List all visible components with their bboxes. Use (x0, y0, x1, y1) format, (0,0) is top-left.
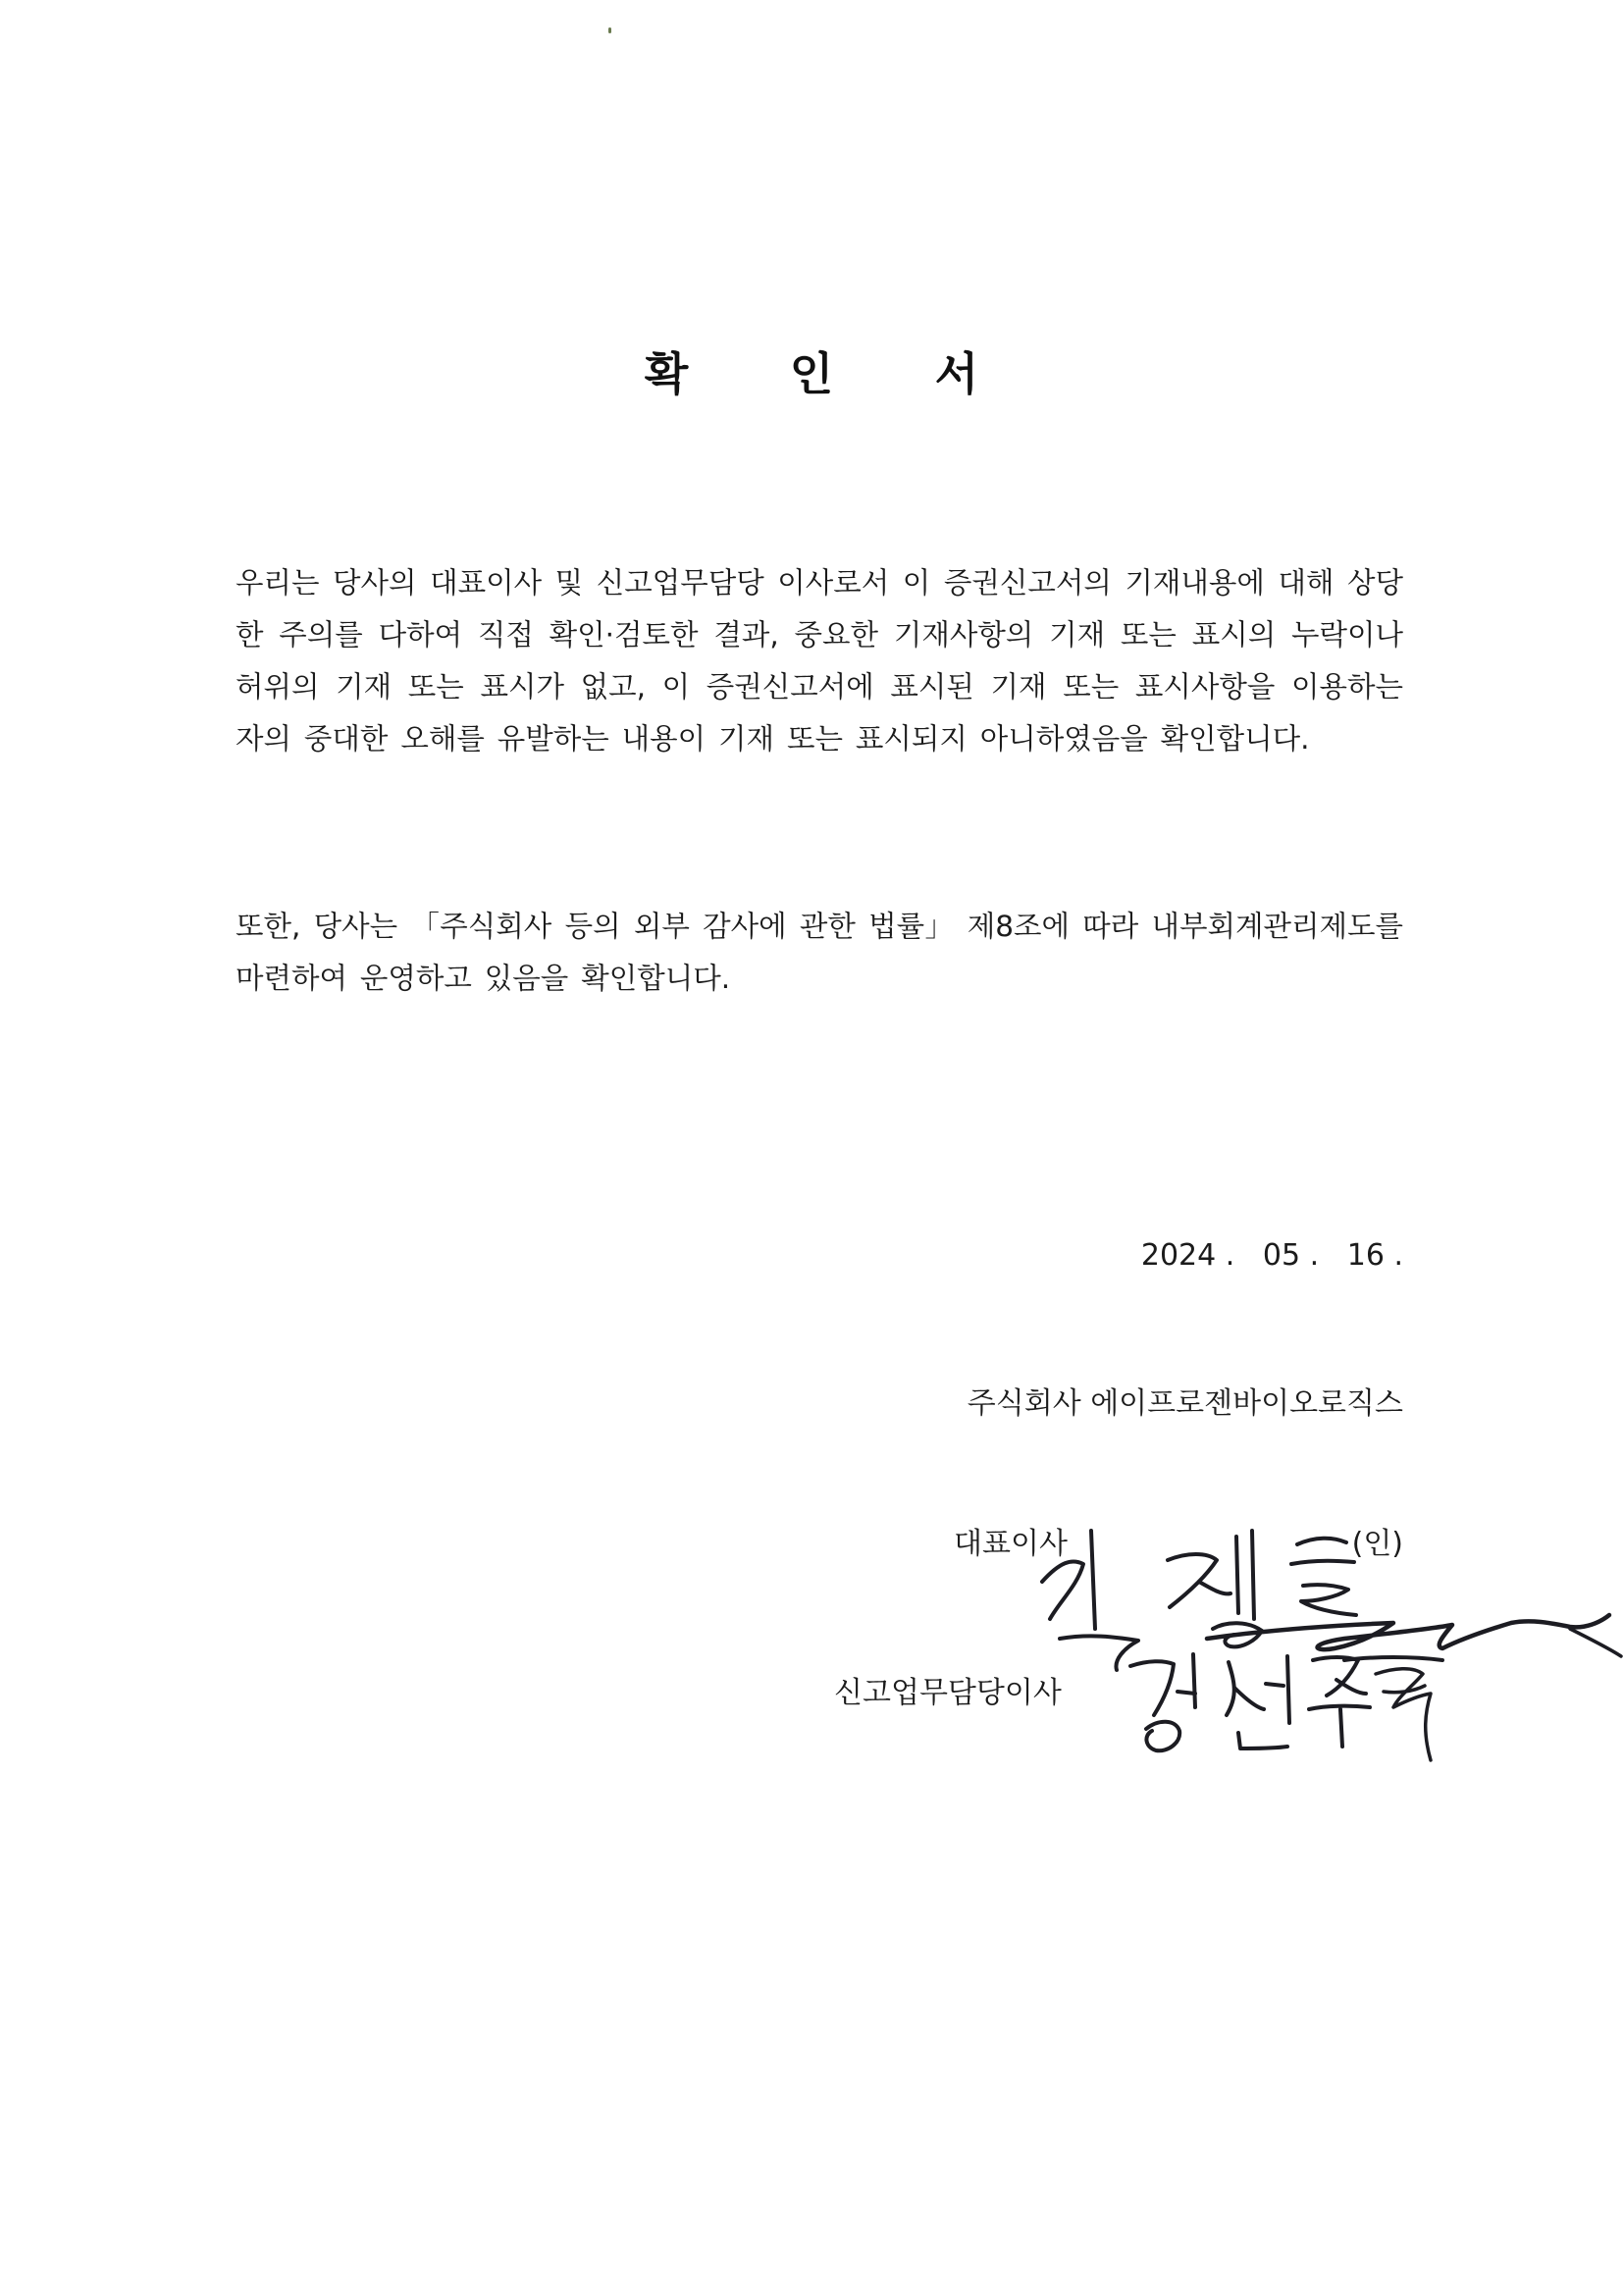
cfo-label: 신고업무담당이사 (834, 1676, 1062, 1710)
cfo-signature (1119, 1639, 1452, 1766)
document-date: 2024 . 05 . 16 . (1140, 1238, 1403, 1273)
seal-mark: (인) (1351, 1527, 1403, 1561)
confirmation-paragraph: 우리는 당사의 대표이사 및 신고업무담당 이사로서 이 증권신고서의 기재내용에 대해 상당한 주의를 다하여 직접 확인·검토한 결과, 중요한 기재사항의 기재 또는 표시의 누락이나 허위의 기재 또는 표시가 없고, 이 증권신고서에 표시된 기재 또는 표시사항을 이용하는 자의 중대한 오해를 유발하는 내용이 기재 또는 표시되지 아니하였음을 확인합니다. (236, 566, 1403, 756)
internal-control-paragraph: 또한, 당사는 「주식회사 등의 외부 감사에 관한 법률」 제8조에 따라 내부회계관리제도를 마련하여 운영하고 있음을 확인합니다. (236, 910, 1403, 995)
ceo-signature (1021, 1491, 1623, 1678)
ceo-label: 대표이사 (954, 1527, 1068, 1561)
document-title: 확 인 서 (644, 347, 1021, 400)
scan-speck (608, 27, 611, 33)
company-name: 주식회사 에이프로젠바이오로직스 (967, 1386, 1403, 1421)
